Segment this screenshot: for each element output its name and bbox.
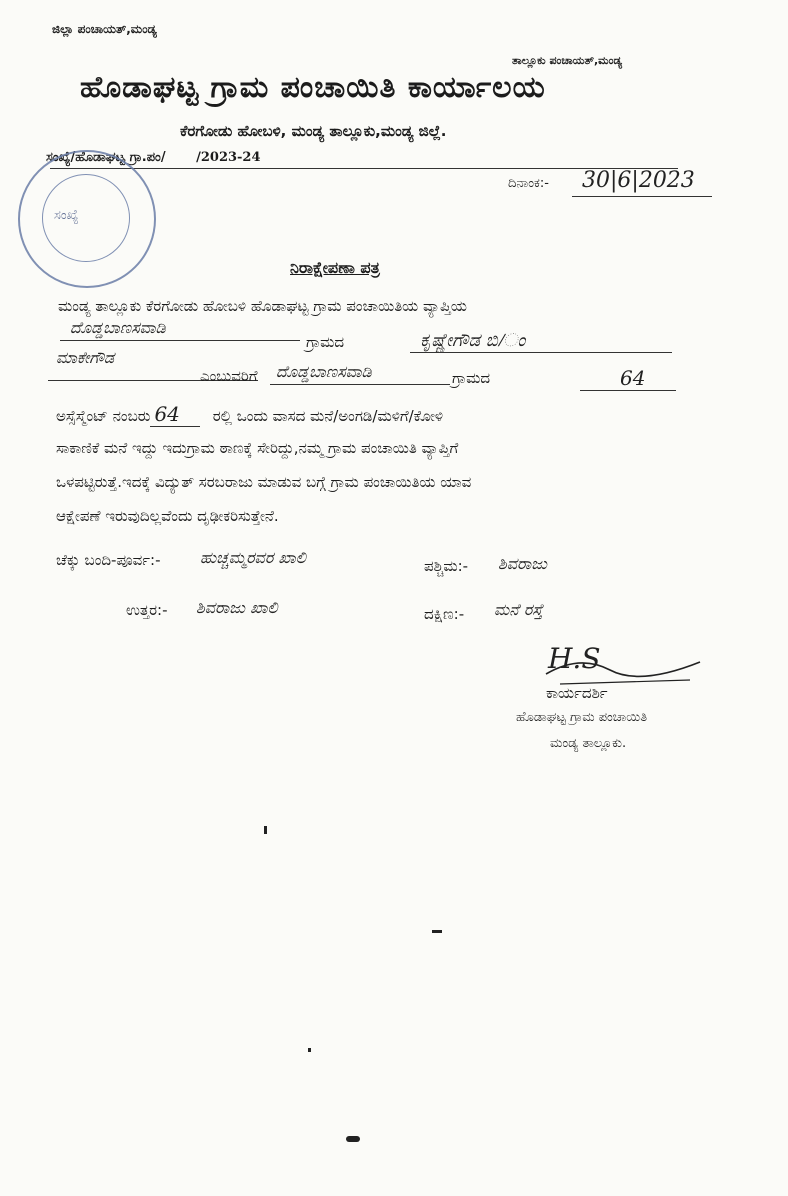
district-panchayat-label: ಜಿಲ್ಲಾ ಪಂಚಾಯತ್,ಮಂಡ್ಯ [52,22,157,36]
secretary-signature: H.S [548,642,601,675]
village2-underline [270,384,450,385]
gramada-label-1: ಗ್ರಾಮದ [306,333,345,351]
scan-speck [264,826,267,834]
date-label: ದಿನಾಂಕ:- [508,176,549,191]
assessment-rest: ರಲ್ಲಿ ಒಂದು ವಾಸದ ಮನೆ/ಅಂಗಡಿ/ಮಳಿಗೆ/ಕೋಳಿ [212,407,444,425]
office-title: ಹೊಡಾಘಟ್ಟ ಗ್ರಾಮ ಪಂಚಾಯಿತಿ ಕಾರ್ಯಾಲಯ [80,70,546,105]
embuvarige-label: ಎಂಬುವರಿಗೆ [200,367,258,385]
house-number-handwritten: 64 [620,366,646,390]
panchayat-seal-stamp [18,150,156,288]
secretary-taluk: ಮಂಡ್ಯ ತಾಲ್ಲೂಕು. [550,736,627,751]
taluk-panchayat-label: ತಾಲ್ಲೂಕು ಪಂಚಾಯತ್,ಮಂಡ್ಯ [512,54,622,67]
office-subtitle: ಕೆರಗೋಡು ಹೋಬಳಿ, ಮಂಡ್ಯ ತಾಲ್ಲೂಕು,ಮಂಡ್ಯ ಜಿಲ್ಲೆ. [180,122,447,140]
date-underline [572,196,712,197]
north-boundary-value: ಶಿವರಾಜು ಖಾಲಿ [196,598,278,617]
south-boundary-value: ಮನೆ ರಸ್ತೆ [494,600,543,619]
scan-speck [432,930,442,933]
village2-handwritten: ದೊಡ್ಡಬಾಣಸವಾಡಿ [276,362,372,381]
east-boundary-label: ಚೆಕ್ಕು ಬಂದಿ-ಪೂರ್ವ:- [56,551,161,569]
secretary-title: ಕಾರ್ಯದರ್ಶಿ [546,684,608,702]
east-boundary-value: ಹುಚ್ಚಮ್ಮರವರ ಖಾಲಿ [200,548,306,567]
secretary-office: ಹೊಡಾಘಟ್ಟ ಗ್ರಾಮ ಪಂಚಾಯಿತಿ [516,710,648,725]
house-number-underline [580,390,676,391]
south-boundary-label: ದಕ್ಷಿಣ:- [424,605,465,623]
assessment-number: 64 [150,402,199,427]
seal-text: ಸಂಖ್ಯೆ [54,208,79,223]
west-boundary-value: ಶಿವರಾಜು [498,554,547,573]
letter-heading: ನಿರಾಕ್ಷೇಪಣಾ ಪತ್ರ [290,258,380,277]
letter-paragraph-line-1 [56,398,443,432]
scan-speck [308,1048,311,1052]
letter-line-1: ಮಂಡ್ಯ ತಾಲ್ಲೂಕು ಕೆರಗೋಡು ಹೋಬಳಿ ಹೊಡಾಘಟ್ಟ ಗ್ರಾಮ ಪಂಚಾಯಿತಿಯ ವ್ಯಾಪ್ತಿಯ [58,297,467,315]
letter-paragraph-line-2: ಸಾಕಾಣಿಕೆ ಮನೆ ಇದ್ದು ಇದುಗ್ರಾಮ ಠಾಣಕ್ಕೆ ಸೇರಿದ್ದು,ನಮ್ಮ ಗ್ರಾಮ ಪಂಚಾಯಿತಿ ವ್ಯಾಪ್ತಿಗೆ [56,439,459,457]
date-value: 30|6|2023 [582,168,695,193]
village-handwritten: ದೊಡ್ಡಬಾಣಸವಾಡಿ [70,318,166,337]
village-underline [60,340,300,341]
scan-speck [346,1136,360,1142]
ref-year: /2023-24 [196,150,261,165]
north-boundary-label: ಉತ್ತರ:- [126,601,168,619]
name-underline [410,352,672,353]
west-boundary-label: ಪಶ್ಚಿಮ:- [424,557,469,575]
ref-prefix: ಸಂಖ್ಯೆ/ಹೊಡಾಘಟ್ಟ ಗ್ರಾ.ಪಂ/ [46,150,166,165]
assessment-label: ಅಸ್ಸೆಸ್ಮೆಂಟ್ ನಂಬರು [56,407,151,425]
applicant-name-handwritten: ಕೃಷ್ಣೇಗೌಡ ಬಿ/ಂ [420,330,526,351]
gramada-label-2: ಗ್ರಾಮದ [452,369,491,387]
letter-paragraph-line-4: ಆಕ್ಷೇಪಣೆ ಇರುವುದಿಲ್ಲವೆಂದು ದೃಢೀಕರಿಸುತ್ತೇನೆ. [56,507,279,525]
letter-paragraph-line-3: ಒಳಪಟ್ಟಿರುತ್ತೆ.ಇದಕ್ಕೆ ವಿದ್ಯುತ್ ಸರಬರಾಜು ಮಾಡುವ ಬಗ್ಗೆ ಗ್ರಾಮ ಪಂಚಾಯಿತಿಯ ಯಾವ [56,473,472,491]
father-name-handwritten: ಮಾಕೇಗೌಡ [56,348,115,367]
